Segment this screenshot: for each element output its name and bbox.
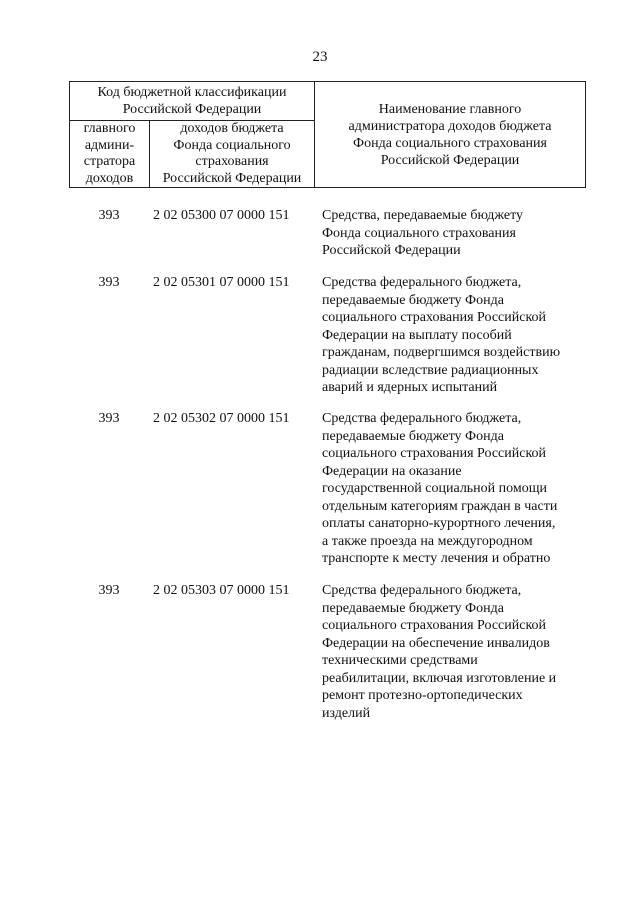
row-name-line: социального страхования Российской	[322, 446, 547, 461]
name-header-line: Российской Федерации	[380, 153, 520, 168]
row-income-code: 2 02 05300 07 0000 151	[153, 208, 290, 223]
row-name-line: радиации вследствие радиационных	[322, 362, 539, 378]
row-name-line: передаваемые бюджету Фонда	[322, 292, 504, 308]
row-name-line: а также проезда на междугородном	[322, 533, 533, 549]
classification-title-line: Код бюджетной классификации	[97, 85, 287, 100]
row-admin-code: 393	[98, 275, 120, 290]
table-header	[69, 81, 586, 188]
row-income-code: 2 02 05303 07 0000 151	[153, 583, 290, 598]
row-name-line: гражданам, подвергшимся воздействию	[322, 345, 561, 360]
row-admin-code: 393	[98, 411, 120, 426]
row-income-code: 2 02 05302 07 0000 151	[153, 411, 290, 426]
admin-header-line: главного	[83, 121, 136, 136]
row-name-line: Фонда социального страхования	[322, 225, 516, 241]
row-name-line: передаваемые бюджету Фонда	[322, 428, 504, 444]
row-name-line: ремонт протезно-ортопедических	[322, 688, 523, 703]
row-name-line: передаваемые бюджету Фонда	[322, 600, 504, 616]
row-name	[322, 274, 592, 397]
row-name-line: Федерации на обеспечение инвалидов	[322, 635, 550, 651]
row-name-line: транспорте к месту лечения и обратно	[322, 551, 551, 566]
row-name-line: Средства федерального бюджета,	[322, 583, 522, 598]
classification-title-line: Российской Федерации	[122, 102, 262, 117]
name-header-line: Фонда социального страхования	[353, 136, 547, 151]
row-name-line: Федерации на оказание	[322, 463, 462, 479]
admin-header-line: стратора	[83, 154, 136, 169]
name-column-header	[315, 82, 585, 187]
row-name-line: Российской Федерации	[322, 243, 461, 258]
classification-title	[70, 82, 314, 121]
row-name-line: государственной социальной помощи	[322, 481, 548, 496]
row-name-line: Средства федерального бюджета,	[322, 411, 522, 426]
row-name-line: социального страхования Российской	[322, 618, 547, 633]
row-name-line: изделий	[322, 705, 371, 721]
row-name-line: оплаты санаторно-курортного лечения,	[322, 516, 556, 531]
row-income-code: 2 02 05301 07 0000 151	[153, 275, 290, 290]
admin-column-header	[70, 121, 150, 187]
admin-header-line: админи-	[84, 137, 135, 153]
row-name	[322, 207, 592, 260]
row-name-line: социального страхования Российской	[322, 310, 547, 325]
row-name-line: Средства, передаваемые бюджету	[322, 208, 523, 223]
row-name-line: реабилитации, включая изготовление и	[322, 670, 557, 686]
row-name-line: аварий и ядерных испытаний	[322, 380, 498, 395]
row-name-line: отдельным категориям граждан в части	[322, 498, 558, 514]
row-name-line: Федерации на выплату пособий	[322, 327, 512, 343]
income-header-line: страхования	[195, 154, 269, 169]
row-name-line: Средства федерального бюджета,	[322, 275, 522, 290]
row-name-line: техническими средствами	[322, 653, 478, 668]
row-admin-code: 393	[98, 583, 120, 598]
name-header-line: администратора доходов бюджета	[348, 119, 552, 134]
name-header-line: Наименование главного	[378, 102, 522, 117]
row-name	[322, 410, 592, 568]
admin-header-line: доходов	[85, 170, 134, 186]
income-column-header	[150, 121, 314, 187]
row-name	[322, 582, 592, 722]
income-header-line: Российской Федерации	[162, 170, 302, 186]
income-header-line: доходов бюджета	[180, 121, 284, 136]
row-admin-code: 393	[98, 208, 120, 223]
income-header-line: Фонда социального	[173, 137, 291, 153]
classification-header	[70, 82, 315, 187]
page-number: 23	[312, 49, 328, 65]
